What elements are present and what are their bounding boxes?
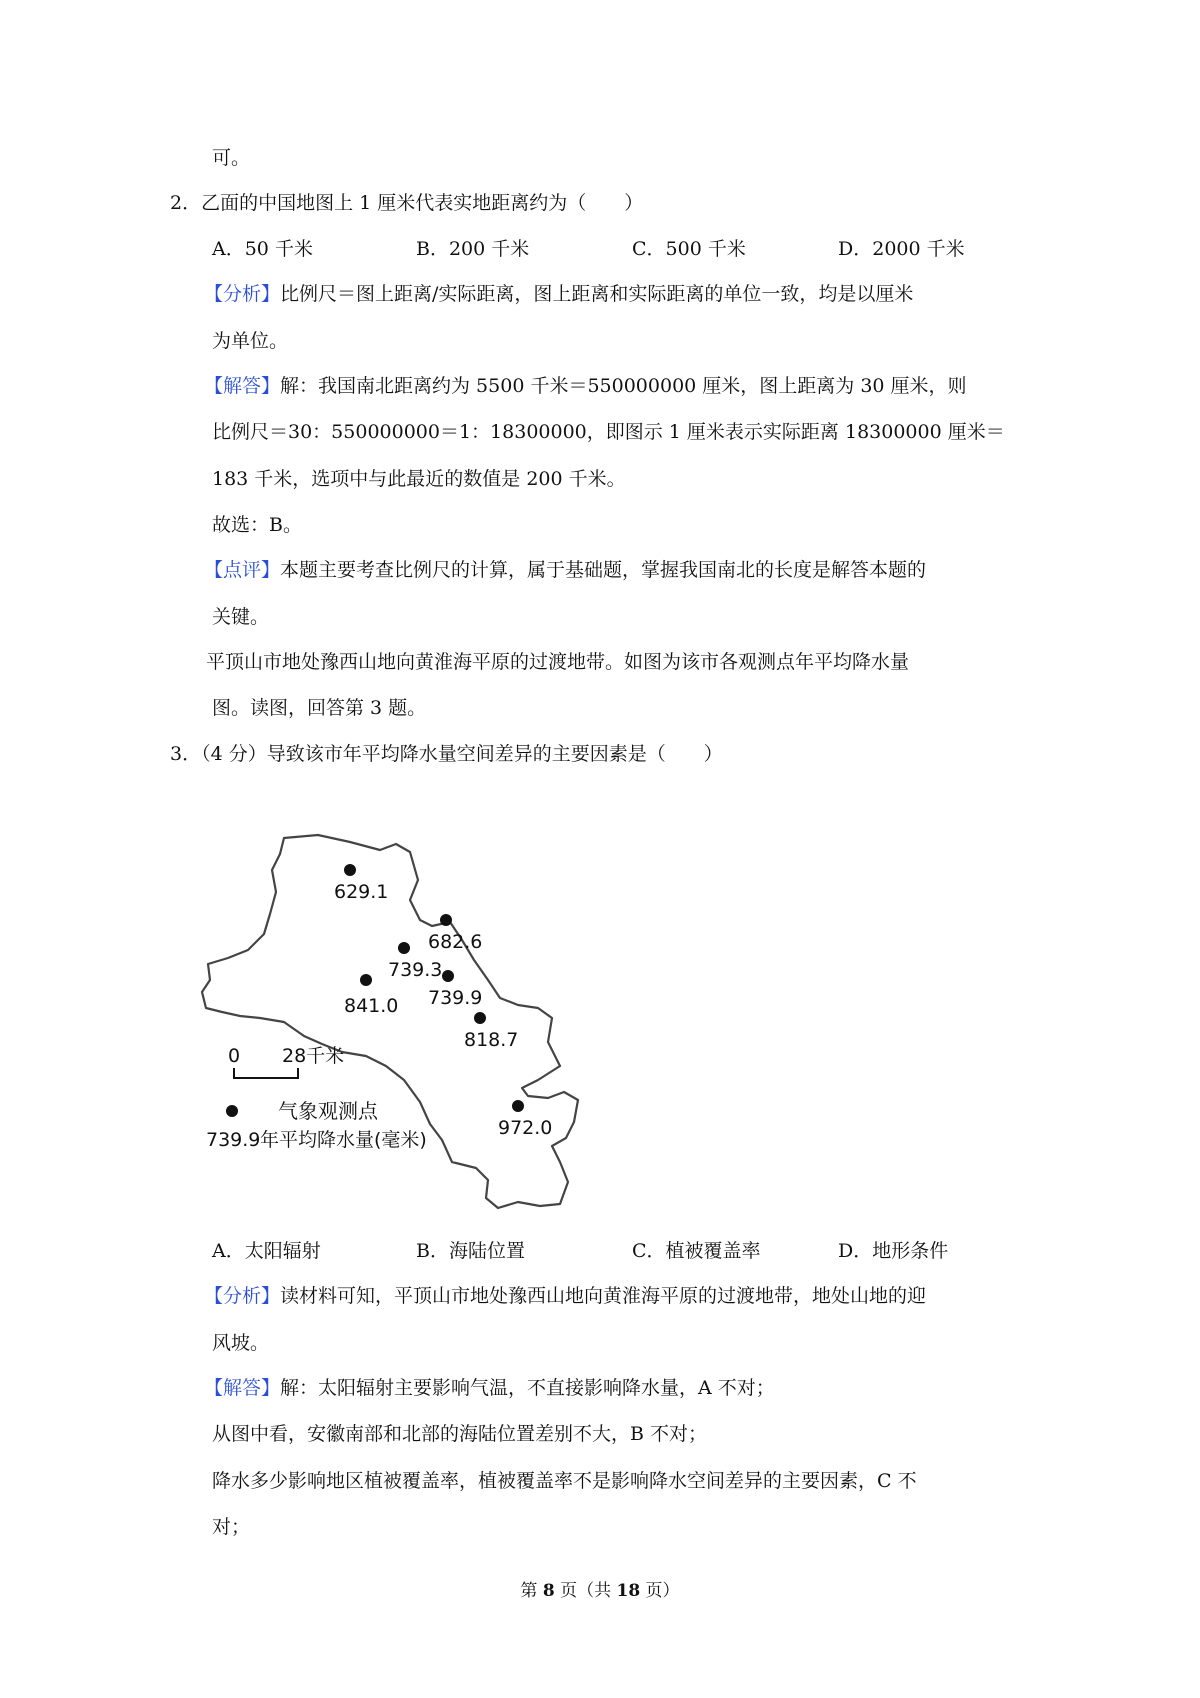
q2-number: 2． <box>170 192 202 214</box>
footer-page-number: 8 <box>542 1581 555 1601</box>
q2-comment-line1 <box>204 557 926 583</box>
comment-tag: 【点评】 <box>204 559 281 581</box>
station-dot <box>344 864 356 876</box>
q2-choice: 故选：B。 <box>212 514 302 536</box>
q3-option-a: A．太阳辐射 <box>212 1240 321 1262</box>
q3-answer-text1: 解：太阳辐射主要影响气温，不直接影响降水量，A 不对； <box>280 1377 775 1399</box>
q3-option-d: D．地形条件 <box>838 1240 949 1262</box>
footer-pre: 第 <box>520 1581 543 1601</box>
q3-stem-line <box>170 741 723 767</box>
legend-value-example: 739.9 <box>206 1129 261 1151</box>
q2-stem: 乙面的中国地图上 1 厘米代表实地距离约为（ ） <box>201 192 644 214</box>
station-dot <box>442 970 454 982</box>
analysis-tag: 【分析】 <box>204 283 281 305</box>
q2-comment-line2: 关键。 <box>212 606 270 628</box>
q2-analysis-line1 <box>204 281 913 307</box>
q2-stem-line <box>170 190 643 216</box>
q3-option-b: B．海陆位置 <box>416 1240 525 1262</box>
top-continuation: 可。 <box>212 147 251 169</box>
q2-option-d: D．2000 千米 <box>838 238 965 260</box>
scale-bar <box>234 1068 298 1078</box>
q3-answer-line1 <box>204 1375 775 1401</box>
station-dot <box>398 942 410 954</box>
q3-analysis-line2: 风坡。 <box>212 1332 270 1354</box>
legend-dot <box>226 1105 238 1117</box>
scale-zero: 0 <box>228 1045 241 1067</box>
footer-mid: 页（共 <box>554 1581 617 1601</box>
legend-value-desc: 年平均降水量(毫米) <box>260 1129 427 1151</box>
city-boundary <box>202 835 578 1208</box>
q2-answer-line3: 183 千米，选项中与此最近的数值是 200 千米。 <box>212 468 626 490</box>
q3-answer-line3: 降水多少影响地区植被覆盖率，植被覆盖率不是影响降水空间差异的主要因素，C 不 <box>212 1470 917 1492</box>
intro-line1: 平顶山市地处豫西山地向黄淮海平原的过渡地带。如图为该市各观测点年平均降水量 <box>206 651 910 673</box>
station-dot <box>360 974 372 986</box>
q3-analysis-text1: 读材料可知，平顶山市地处豫西山地向黄淮海平原的过渡地带，地处山地的迎 <box>280 1285 927 1307</box>
station-value: 818.7 <box>464 1029 519 1051</box>
station-value: 682.6 <box>428 931 483 953</box>
q2-answer-line1 <box>204 373 967 399</box>
station-dot <box>440 914 452 926</box>
station-value: 739.9 <box>428 987 483 1009</box>
q3-number: 3． <box>170 743 202 765</box>
station-value: 972.0 <box>498 1117 553 1139</box>
station-dot <box>474 1012 486 1024</box>
q2-analysis-line2: 为单位。 <box>212 330 289 352</box>
q2-option-c: C．500 千米 <box>632 238 746 260</box>
q2-option-a: A．50 千米 <box>212 238 313 260</box>
answer-tag: 【解答】 <box>204 375 281 397</box>
intro-line2: 图。读图，回答第 3 题。 <box>212 697 427 719</box>
station-dot <box>512 1100 524 1112</box>
q3-answer-line2: 从图中看，安徽南部和北部的海陆位置差别不大，B 不对； <box>212 1423 708 1445</box>
station-value: 739.3 <box>388 959 443 981</box>
q3-answer-line4: 对； <box>212 1516 251 1538</box>
legend-station: 气象观测点 <box>278 1099 378 1123</box>
q2-analysis-text1: 比例尺＝图上距离/实际距离，图上距离和实际距离的单位一致，均是以厘米 <box>280 283 914 305</box>
footer-total-pages: 18 <box>616 1581 641 1601</box>
q2-answer-line2: 比例尺＝30：550000000＝1：18300000，即图示 1 厘米表示实际距离 18300000 厘米＝ <box>212 421 1005 443</box>
q2-comment-text1: 本题主要考查比例尺的计算，属于基础题，掌握我国南北的长度是解答本题的 <box>280 559 927 581</box>
scale-label: 28千米 <box>282 1045 345 1067</box>
q3-option-c: C．植被覆盖率 <box>632 1240 761 1262</box>
page-footer <box>0 1576 1200 1601</box>
station-value: 629.1 <box>334 881 389 903</box>
q2-answer-text1: 解：我国南北距离约为 5500 千米＝550000000 厘米，图上距离为 30 厘米，则 <box>280 375 967 397</box>
footer-post: 页） <box>640 1581 680 1601</box>
precipitation-map <box>200 830 620 1230</box>
q3-stem: （4 分）导致该市年平均降水量空间差异的主要因素是（ ） <box>201 743 723 765</box>
answer-tag: 【解答】 <box>204 1377 281 1399</box>
analysis-tag: 【分析】 <box>204 1285 281 1307</box>
station-value: 841.0 <box>344 995 399 1017</box>
q2-option-b: B．200 千米 <box>416 238 530 260</box>
q3-analysis-line1 <box>204 1283 926 1309</box>
